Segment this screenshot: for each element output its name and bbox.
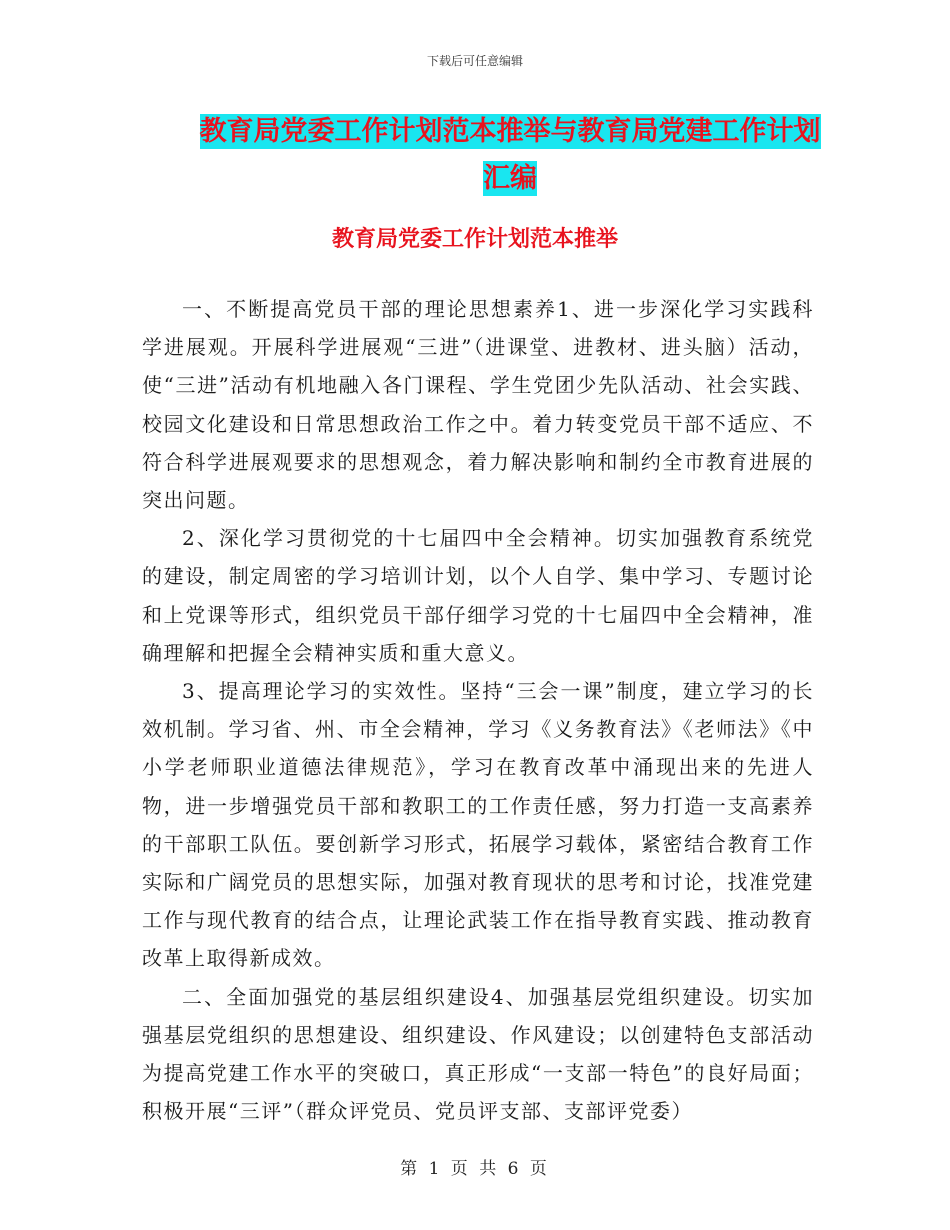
document-title <box>190 108 830 202</box>
document-body <box>142 290 814 1130</box>
paragraph: 2、深化学习贯彻党的十七届四中全会精神。切实加强教育系统党的建设，制定周密的学习培训计划，以个人自学、集中学习、专题讨论和上党课等形式，组织党员干部仔细学习党的十七届四中全会精神，准确理解和把握全会精神实质和重大意义。 <box>142 526 814 665</box>
paragraph: 一、不断提高党员干部的理论思想素养1、进一步深化学习实践科学进展观。开展科学进展观“三进”（进课堂、进教材、进头脑）活动，使“三进”活动有机地融入各门课程、学生党团少先队活动、社会实践、校园文化建设和日常思想政治工作之中。着力转变党员干部不适应、不符合科学进展观要求的思想观念，着力解决影响和制约全市教育进展的突出问题。 <box>142 297 814 513</box>
paragraph: 二、全面加强党的基层组织建设4、加强基层党组织建设。切实加强基层党组织的思想建设、组织建设、作风建设；以创建特色支部活动为提高党建工作水平的突破口，真正形成“一支部一特色”的良好局面；积极开展“三评”（群众评党员、党员评支部、支部评党委） <box>142 984 814 1124</box>
page-footer: 第 1 页 共 6 页 <box>400 1159 550 1179</box>
section-heading: 教育局党委工作计划范本推举 <box>331 227 618 252</box>
paragraph: 3、提高理论学习的实效性。坚持“三会一课”制度，建立学习的长效机制。学习省、州、市全会精神，学习《义务教育法》《老师法》《中小学老师职业道德法律规范》，学习在教育改革中涌现出来的先进人物，进一步增强党员干部和教职工的工作责任感，努力打造一支高素养的干部职工队伍。要创新学习形式，拓展学习载体，紧密结合教育工作实际和广阔党员的思想实际，加强对教育现状的思考和讨论，找准党建工作与现代教育的结合点，让理论武装工作在指导教育实践、推动教育改革上取得新成效。 <box>142 679 814 971</box>
document-title-line2: 汇编 <box>483 163 537 194</box>
page-header-note: 下载后可任意编辑 <box>426 54 523 68</box>
document-title-line1: 教育局党委工作计划范本推举与教育局党建工作计划 <box>199 116 821 147</box>
